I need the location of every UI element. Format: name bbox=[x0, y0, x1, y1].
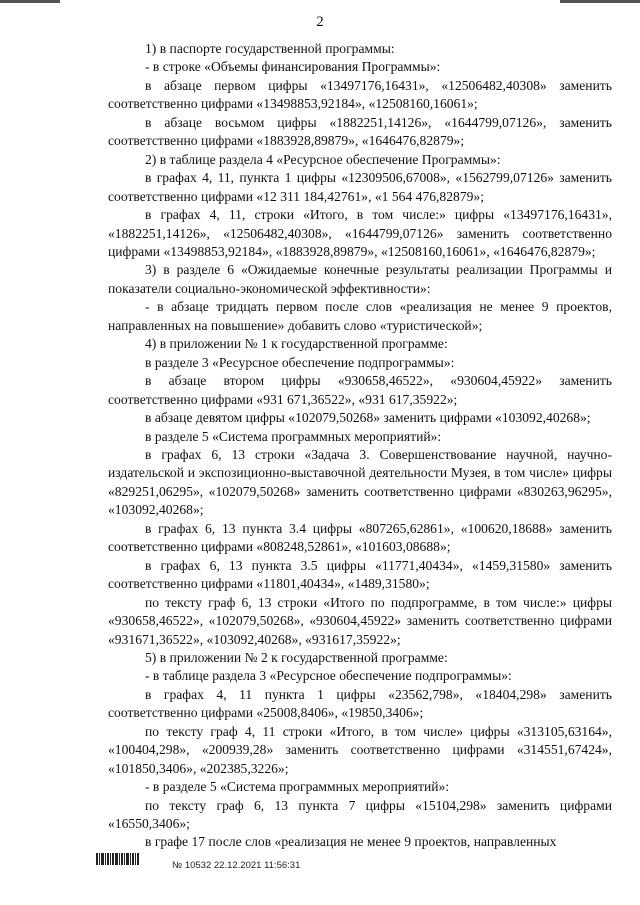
paragraph: 4) в приложении № 1 к государственной программе: bbox=[145, 336, 448, 352]
paragraph: в графе 17 после слов «реализация не менее 9 проектов, направленных bbox=[145, 834, 557, 850]
paragraph: в графах 6, 13 строки «Задача 3. Совершенствование научной, научно-издательской и экспозиционно-выставочной деятельности Музея, в том числе» цифры «829251,06295», «102079,50268» заменить соответственно цифрами «830263,96295», «103092,40268»; bbox=[108, 446, 612, 518]
paragraph: в графах 6, 13 пункта 3.5 цифры «11771,40434», «1459,31580» заменить соответственно цифрами «11801,40434», «1489,31580»; bbox=[108, 557, 612, 592]
paragraph: в графах 4, 11 пункта 1 цифры «23562,798», «18404,298» заменить соответственно цифрами «25008,8406», «19850,3406»; bbox=[108, 686, 612, 721]
paragraph: в разделе 3 «Ресурсное обеспечение подпрограммы»: bbox=[145, 354, 455, 370]
paragraph: - в абзаце тридцать первом после слов «реализация не менее 9 проектов, направленных на повышение» добавить слово «туристической»; bbox=[108, 299, 612, 333]
paragraph: в графах 4, 11, пункта 1 цифры «12309506,67008», «1562799,07126» заменить соответственно цифрами «12 311 184,42761», «1 564 476,82879»; bbox=[108, 170, 612, 204]
paragraph: - в разделе 5 «Система программных мероприятий»: bbox=[145, 779, 450, 795]
paragraph: - в строке «Объемы финансирования Программы»: bbox=[145, 59, 441, 75]
paragraph: 5) в приложении № 2 к государственной программе: bbox=[145, 649, 448, 665]
scan-artifact-right bbox=[560, 0, 640, 3]
barcode-image bbox=[96, 852, 166, 872]
paragraph: в абзаце втором цифры «930658,46522», «930604,45922» заменить соответственно цифрами «931 671,36522», «931 617,35922»; bbox=[108, 373, 612, 407]
document-body bbox=[108, 40, 612, 852]
registration-stamp: № 10532 22.12.2021 11:56:31 bbox=[172, 860, 301, 871]
paragraph: по тексту граф 4, 11 строки «Итого, в том числе» цифры «313105,63164», «100404,298», «200939,28» заменить соответственно цифрами «314551,67424», «101850,3406», «202385,3226»; bbox=[108, 723, 612, 776]
paragraph: в графах 6, 13 пункта 3.4 цифры «807265,62861», «100620,18688» заменить соответственно цифрами «808248,52861», «101603,08688»; bbox=[108, 520, 612, 555]
paragraph: по тексту граф 6, 13 пункта 7 цифры «15104,298» заменить цифрами «16550,3406»; bbox=[108, 797, 612, 832]
paragraph: в абзаце девятом цифры «102079,50268» заменить цифрами «103092,40268»; bbox=[145, 410, 591, 426]
page-number: 2 bbox=[316, 14, 324, 30]
paragraph: в разделе 5 «Система программных мероприятий»: bbox=[145, 428, 442, 444]
paragraph: 3) в разделе 6 «Ожидаемые конечные результаты реализации Программы и показатели социально-экономической эффективности»: bbox=[108, 262, 612, 296]
paragraph: 1) в паспорте государственной программы: bbox=[145, 41, 395, 56]
paragraph: - в таблице раздела 3 «Ресурсное обеспечение подпрограммы»: bbox=[145, 668, 512, 684]
scan-artifact-left bbox=[0, 0, 60, 3]
paragraph: 2) в таблице раздела 4 «Ресурсное обеспечение Программы»: bbox=[145, 151, 501, 167]
paragraph: в графах 4, 11, строки «Итого, в том числе:» цифры «13497176,16431», «1882251,14126», «12506482,40308», «1644799,07126» заменить соответственно цифрами «13498853,92184», «1883928,89879», «12508160,16061», «1646476,82879»; bbox=[108, 207, 612, 259]
paragraph: по тексту граф 6, 13 строки «Итого по подпрограмме, в том числе:» цифры «930658,46522», «102079,50268», «930604,45922» заменить соответственно цифрами «931671,36522», «103092,40268», «931617,35922»; bbox=[108, 594, 612, 647]
paragraph: в абзаце восьмом цифры «1882251,14126», «1644799,07126», заменить соответственно цифрами «1883928,89879», «1646476,82879»; bbox=[108, 114, 612, 149]
paragraph: в абзаце первом цифры «13497176,16431», «12506482,40308» заменить соответственно цифрами «13498853,92184», «12508160,16061»; bbox=[108, 77, 612, 112]
